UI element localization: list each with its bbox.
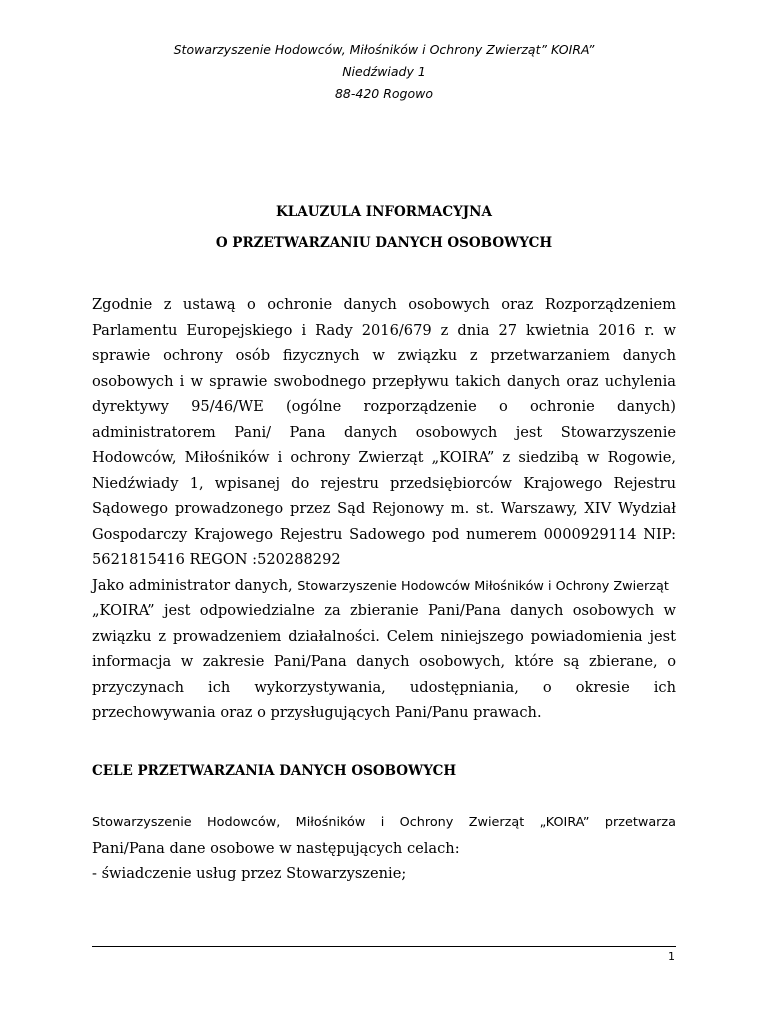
paragraph-line: 5621815416 REGON :520288292 <box>92 551 341 568</box>
paragraph-line: osobowych i w sprawie swobodnego przepływu takich danych oraz uchylenia <box>92 372 676 390</box>
section-heading: CELE PRZETWARZANIA DANYCH OSOBOWYCH <box>92 763 457 779</box>
section-line: Stowarzyszenie Hodowców, Miłośników i Ochrony Zwierząt „KOIRA” przetwarza <box>92 815 676 830</box>
paragraph-line: sprawie ochrony osób fizycznych w związku z przetwarzaniem danych <box>92 347 676 364</box>
lead-organization: Stowarzyszenie Hodowców Miłośników i Ochrony Zwierząt <box>297 578 669 594</box>
paragraph-line: informacja w zakresie Pani/Pana danych osobowych, które są zbierane, o <box>92 653 676 670</box>
header-city: 88-420 Rogowo <box>334 86 434 101</box>
paragraph-line: Gospodarczy Krajowego Rejestru Sadowego pod numerem 0000929114 NIP: <box>92 525 676 543</box>
footer-divider <box>92 946 676 947</box>
paragraph-line: „KOIRA” jest odpowiedzialne za zbieranie Pani/Pana danych osobowych w <box>92 602 676 619</box>
paragraph-line: Sądowego prowadzonego przez Sąd Rejonowy m. st. Warszawy, XIV Wydział <box>92 500 676 517</box>
document-subtitle: O PRZETWARZANIU DANYCH OSOBOWYCH <box>215 235 553 251</box>
section-body <box>92 810 676 887</box>
lead-text: Jako administrator danych, <box>92 576 298 594</box>
paragraph-line: związku z prowadzeniem działalności. Celem niniejszego powiadomienia jest <box>92 627 676 645</box>
document-title: KLAUZULA INFORMACYJNA <box>276 204 492 220</box>
section-line: Pani/Pana dane osobowe w następujących celach: <box>92 839 460 857</box>
paragraph-line: Zgodnie z ustawą o ochronie danych osobowych oraz Rozporządzeniem <box>92 296 676 313</box>
paragraph-administrator-lead <box>92 573 676 599</box>
paragraph-line: dyrektywy 95/46/WE (ogólne rozporządzenie o ochronie danych) <box>92 398 676 415</box>
paragraph-intro <box>92 292 676 726</box>
paragraph-line: przechowywania oraz o przysługujących Pani/Panu prawach. <box>92 704 542 721</box>
paragraph-line: administratorem Pani/ Pana danych osobowych jest Stowarzyszenie <box>92 423 676 441</box>
paragraph-line: Hodowców, Miłośników i ochrony Zwierząt „KOIRA” z siedzibą w Rogowie, <box>92 449 676 466</box>
section-line: - świadczenie usług przez Stowarzyszenie; <box>92 865 407 882</box>
paragraph-line: przyczynach ich wykorzystywania, udostępniania, o okresie ich <box>92 678 676 696</box>
header-organization: Stowarzyszenie Hodowców, Miłośników i Ochrony Zwierząt” KOIRA” <box>173 42 595 57</box>
paragraph-line: Niedźwiady 1, wpisanej do rejestru przedsiębiorców Krajowego Rejestru <box>92 474 676 492</box>
page-number: 1 <box>668 950 675 963</box>
header-street: Niedźwiady 1 <box>342 64 426 79</box>
paragraph-line: Parlamentu Europejskiego i Rady 2016/679 z dnia 27 kwietnia 2016 r. w <box>92 321 676 339</box>
